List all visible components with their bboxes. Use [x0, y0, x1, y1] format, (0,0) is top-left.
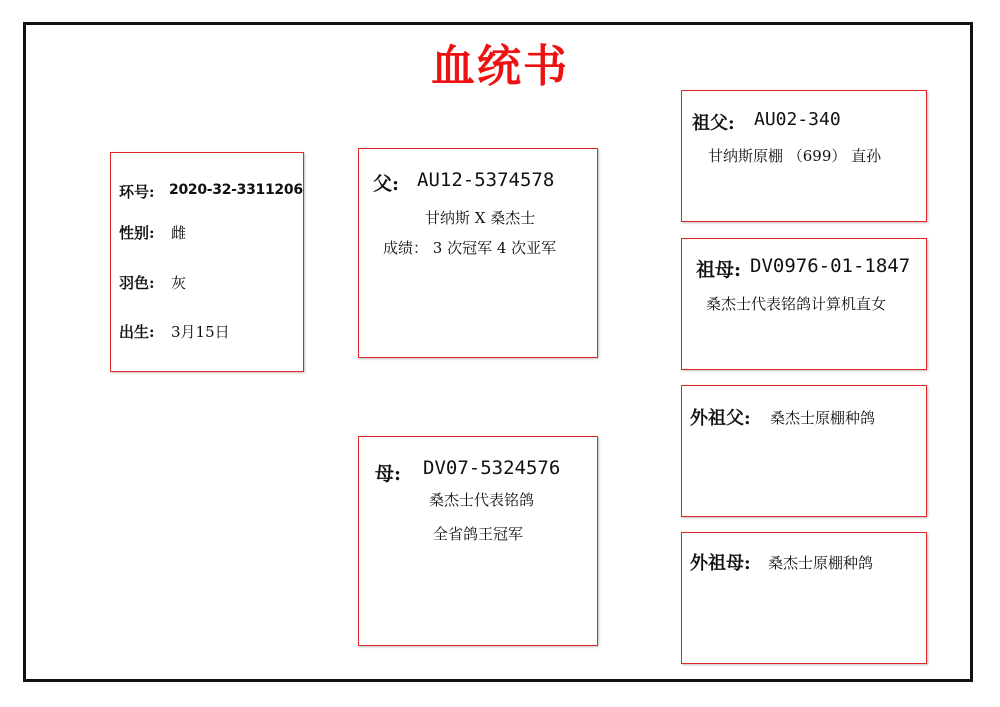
dam-label: 母:	[375, 463, 402, 485]
grandmother-card	[681, 238, 927, 370]
maternal-grandmother-card	[681, 532, 927, 664]
sire-ring: AU12-5374578	[417, 169, 555, 191]
sex-label: 性别:	[119, 224, 155, 242]
grandfather-ring: AU02-340	[754, 109, 841, 130]
grandfather-card	[681, 90, 927, 222]
sire-pedigree: 甘纳斯 X 桑杰士	[425, 209, 536, 227]
color-value: 灰	[171, 274, 187, 292]
ring-value: 2020-32-3311206	[169, 182, 303, 198]
maternal-grandfather-label: 外祖父:	[690, 408, 751, 429]
grandmother-ring: DV0976-01-1847	[750, 255, 911, 277]
maternal-grandmother-desc: 桑杰士原棚种鸽	[768, 554, 874, 572]
color-label: 羽色:	[119, 274, 155, 292]
birth-label: 出生:	[119, 323, 155, 341]
maternal-grandfather-desc: 桑杰士原棚种鸽	[770, 409, 876, 427]
grandfather-desc: 甘纳斯原棚 （699） 直孙	[708, 147, 882, 165]
dam-ring: DV07-5324576	[423, 457, 561, 479]
page-title: 血统书	[431, 41, 569, 92]
grandfather-label: 祖父:	[692, 113, 735, 134]
dam-card	[358, 436, 598, 646]
grandmother-desc: 桑杰士代表铭鸽计算机直女	[706, 295, 887, 313]
sire-label: 父:	[373, 173, 400, 195]
maternal-grandfather-card	[681, 385, 927, 517]
grandmother-label: 祖母:	[696, 259, 742, 281]
sire-results: 成绩： 3 次冠军 4 次亚军	[383, 239, 557, 257]
birth-value: 3月15日	[171, 323, 230, 341]
bird-info-card	[110, 152, 304, 372]
sire-card	[358, 148, 598, 358]
dam-results: 全省鸽王冠军	[433, 525, 524, 543]
ring-label: 环号:	[119, 183, 155, 201]
dam-pedigree: 桑杰士代表铭鸽	[429, 491, 535, 509]
sex-value: 雌	[171, 224, 187, 242]
maternal-grandmother-label: 外祖母:	[690, 553, 751, 574]
